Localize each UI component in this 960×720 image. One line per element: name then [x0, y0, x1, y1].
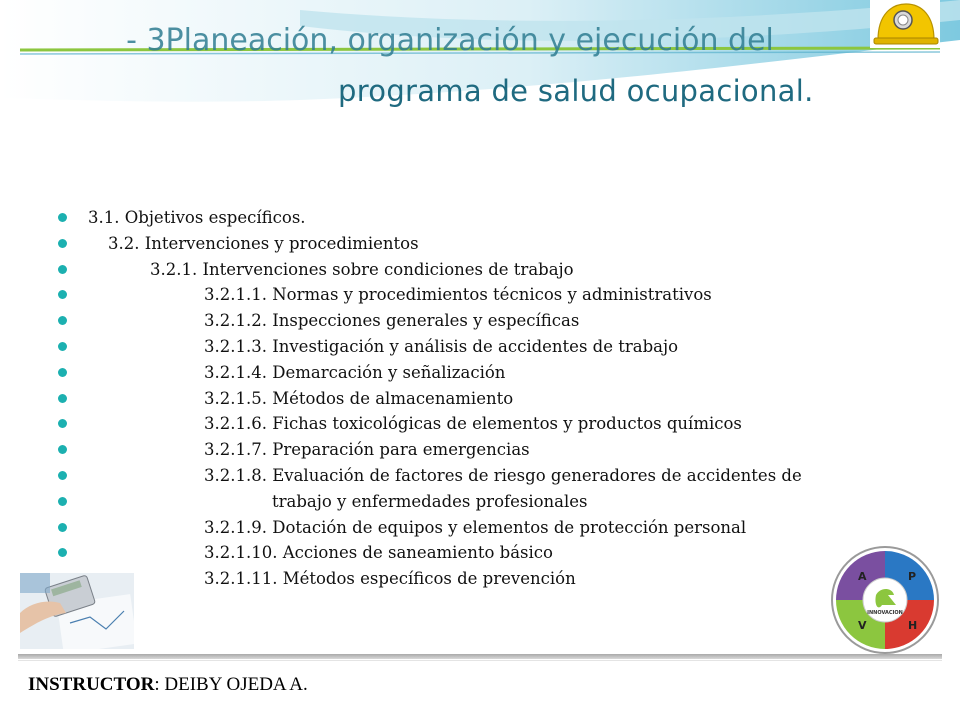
phva-cycle-icon — [830, 545, 940, 655]
list-item: 3.1. Objetivos específicos. — [58, 205, 858, 231]
list-item: 3.2.1.2. Inspecciones generales y específicas — [58, 308, 858, 334]
footer-divider-shadow — [18, 660, 942, 661]
footer-divider — [18, 654, 942, 659]
bullet-icon — [58, 368, 67, 377]
calculator-photo — [20, 573, 134, 649]
bullet-icon — [58, 419, 67, 428]
list-item: 3.2.1. Intervenciones sobre condiciones de trabajo — [58, 257, 858, 283]
bullet-icon — [58, 523, 67, 532]
list-item: 3.2.1.1. Normas y procedimientos técnicos y administrativos — [58, 282, 858, 308]
instructor-credit — [28, 674, 308, 696]
list-item: 3.2.1.6. Fichas toxicológicas de elementos y productos químicos — [58, 411, 858, 437]
header-swoosh-background — [0, 0, 960, 130]
phva-center-label: INNOVACION — [867, 610, 903, 616]
instructor-label: INSTRUCTOR — [28, 674, 155, 695]
list-item: 3.2.1.7. Preparación para emergencias — [58, 437, 858, 463]
bullet-icon — [58, 471, 67, 480]
list-item: 3.2.1.3. Investigación y análisis de accidentes de trabajo — [58, 334, 858, 360]
bullet-icon — [58, 239, 67, 248]
slide-title-line-1: - 3Planeación, organización y ejecución del — [126, 23, 774, 58]
instructor-separator: : — [154, 674, 160, 695]
phva-letter-a: A — [858, 570, 867, 583]
phva-letter-h: H — [908, 619, 918, 632]
list-item: 3.2.1.9. Dotación de equipos y elementos de protección personal — [58, 515, 858, 541]
bullet-icon — [58, 548, 67, 557]
bullet-icon — [58, 445, 67, 454]
bullet-icon — [58, 265, 67, 274]
safety-helmet-icon — [870, 0, 940, 48]
bullet-icon — [58, 213, 67, 222]
list-item: 3.2.1.11. Métodos específicos de prevención — [58, 566, 858, 592]
bullet-icon — [58, 290, 67, 299]
bullet-icon — [58, 394, 67, 403]
list-item: 3.2.1.10. Acciones de saneamiento básico — [58, 540, 858, 566]
instructor-name: DEIBY OJEDA A. — [159, 674, 308, 695]
outline-list — [58, 205, 858, 592]
phva-letter-p: P — [908, 570, 917, 583]
slide-title-line-2: programa de salud ocupacional. — [338, 74, 814, 108]
list-item: 3.2.1.4. Demarcación y señalización — [58, 360, 858, 386]
bullet-icon — [58, 316, 67, 325]
list-item: 3.2.1.5. Métodos de almacenamiento — [58, 386, 858, 412]
bullet-icon — [58, 497, 67, 506]
list-item: 3.2.1.8. Evaluación de factores de riesgo generadores de accidentes de — [58, 463, 858, 489]
bullet-icon — [58, 342, 67, 351]
list-item: trabajo y enfermedades profesionales — [58, 489, 858, 515]
list-item: 3.2. Intervenciones y procedimientos — [58, 231, 858, 257]
phva-letter-v: V — [858, 619, 867, 632]
